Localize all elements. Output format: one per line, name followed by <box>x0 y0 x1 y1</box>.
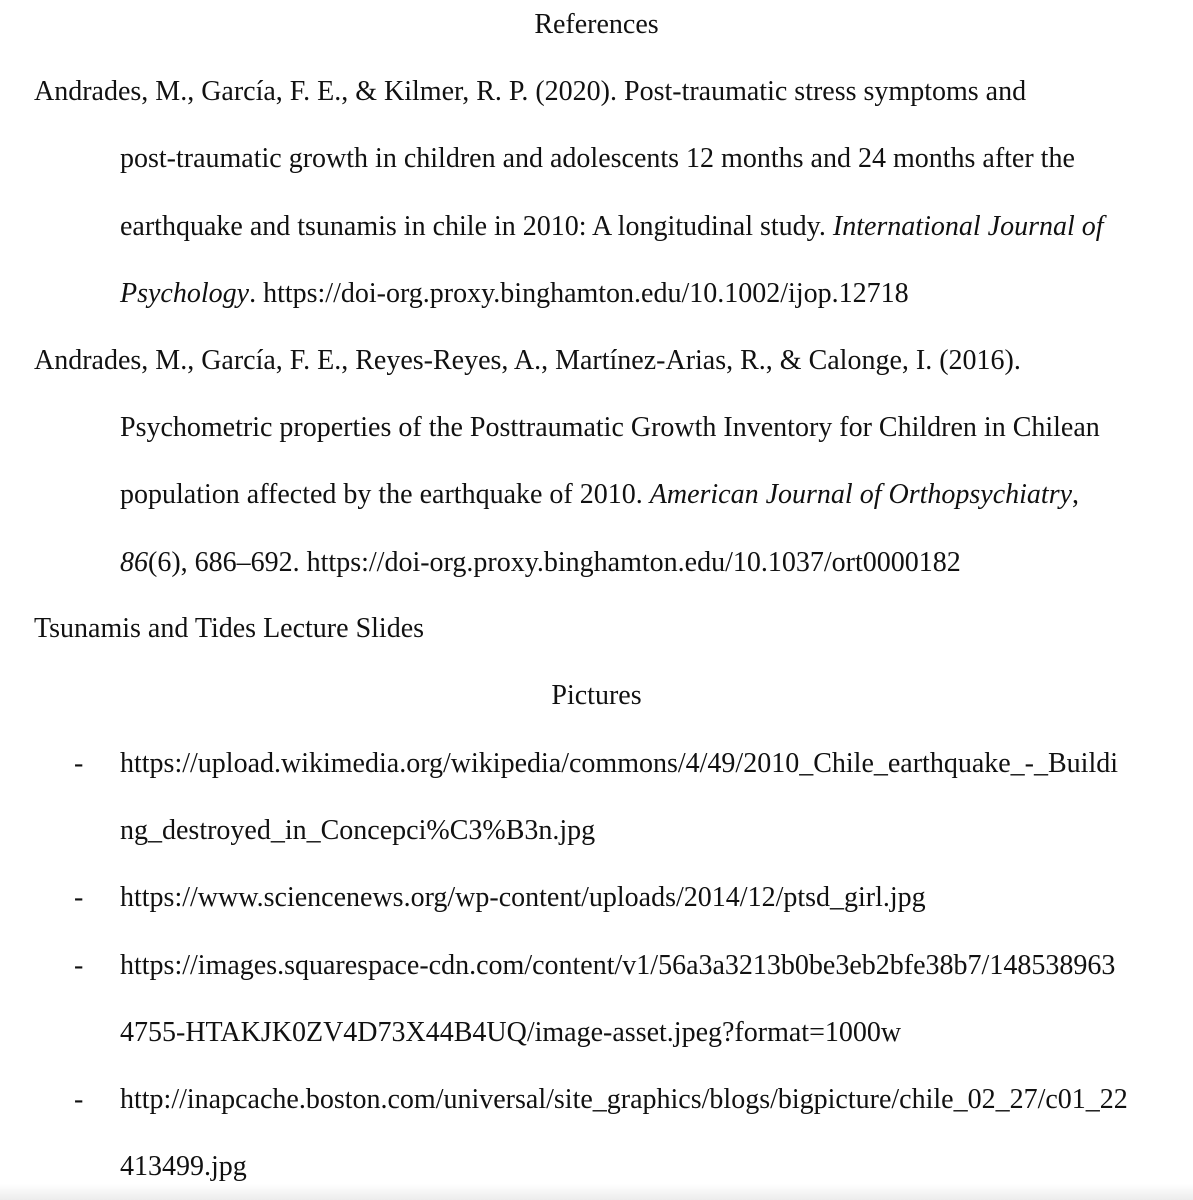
reference-1-line-2: post‑traumatic growth in children and adolescents 12 months and 24 months after the <box>120 143 1075 174</box>
pictures-heading: Pictures <box>551 680 642 711</box>
reference-3-line-1: Tsunamis and Tides Lecture Slides <box>34 613 425 644</box>
reference-2-journal: American Journal of Orthopsychiatry <box>649 479 1073 510</box>
page-bottom-edge <box>0 1184 1193 1200</box>
picture-3-url-line-1: https://images.squarespace-cdn.com/content/v1/56a3a3213b0be3eb2bfe38b7/148538963 <box>120 950 1116 981</box>
reference-2-line-4 <box>120 546 961 580</box>
picture-1-url-line-2: ng_destroyed_in_Concepci%C3%B3n.jpg <box>120 815 596 846</box>
picture-2-url-line-1: https://www.sciencenews.org/wp-content/uploads/2014/12/ptsd_girl.jpg <box>120 882 926 913</box>
picture-1-bullet: - <box>74 748 84 779</box>
reference-1-journal-part-1: International Journal of <box>832 211 1104 242</box>
reference-2-line-3 <box>120 478 1079 512</box>
picture-1-url-line-1: https://upload.wikimedia.org/wikipedia/commons/4/49/2010_Chile_earthquake_-_Buildi <box>120 748 1119 779</box>
picture-3-url-line-2: 4755-HTAKJK0ZV4D73X44B4UQ/image-asset.jpeg?format=1000w <box>120 1017 902 1048</box>
reference-2-line-1: Andrades, M., García, F. E., Reyes-Reyes, A., Martínez-Arias, R., & Calonge, I. (2016). <box>34 345 1021 376</box>
reference-1-line-1: Andrades, M., García, F. E., & Kilmer, R. P. (2020). Post‑traumatic stress symptoms and <box>34 76 1027 107</box>
reference-2-volume: 86 <box>120 547 148 578</box>
reference-2-line-2: Psychometric properties of the Posttraumatic Growth Inventory for Children in Chilean <box>120 412 1100 443</box>
reference-2-doi: (6), 686–692. https://doi-org.proxy.binghamton.edu/10.1037/ort0000182 <box>148 547 961 578</box>
reference-1-journal-part-2: Psychology <box>120 278 250 309</box>
picture-4-url-line-1: http://inapcache.boston.com/universal/site_graphics/blogs/bigpicture/chile_02_27/c01_22 <box>120 1084 1128 1115</box>
picture-4-url-line-2: 413499.jpg <box>120 1151 247 1182</box>
picture-4-bullet: - <box>74 1084 84 1115</box>
reference-2-line-3-text: population affected by the earthquake of 2010. <box>120 479 650 510</box>
reference-1-doi: . https://doi-org.proxy.binghamton.edu/10.1002/ijop.12718 <box>249 278 909 309</box>
reference-1-line-4 <box>120 277 909 311</box>
reference-2-comma: , <box>1072 479 1080 510</box>
picture-2-bullet: - <box>74 882 84 913</box>
references-heading: References <box>534 9 659 40</box>
picture-3-bullet: - <box>74 950 84 981</box>
reference-1-line-3-text: earthquake and tsunamis in chile in 2010: A longitudinal study. <box>120 211 833 242</box>
reference-1-line-3 <box>120 210 1104 244</box>
